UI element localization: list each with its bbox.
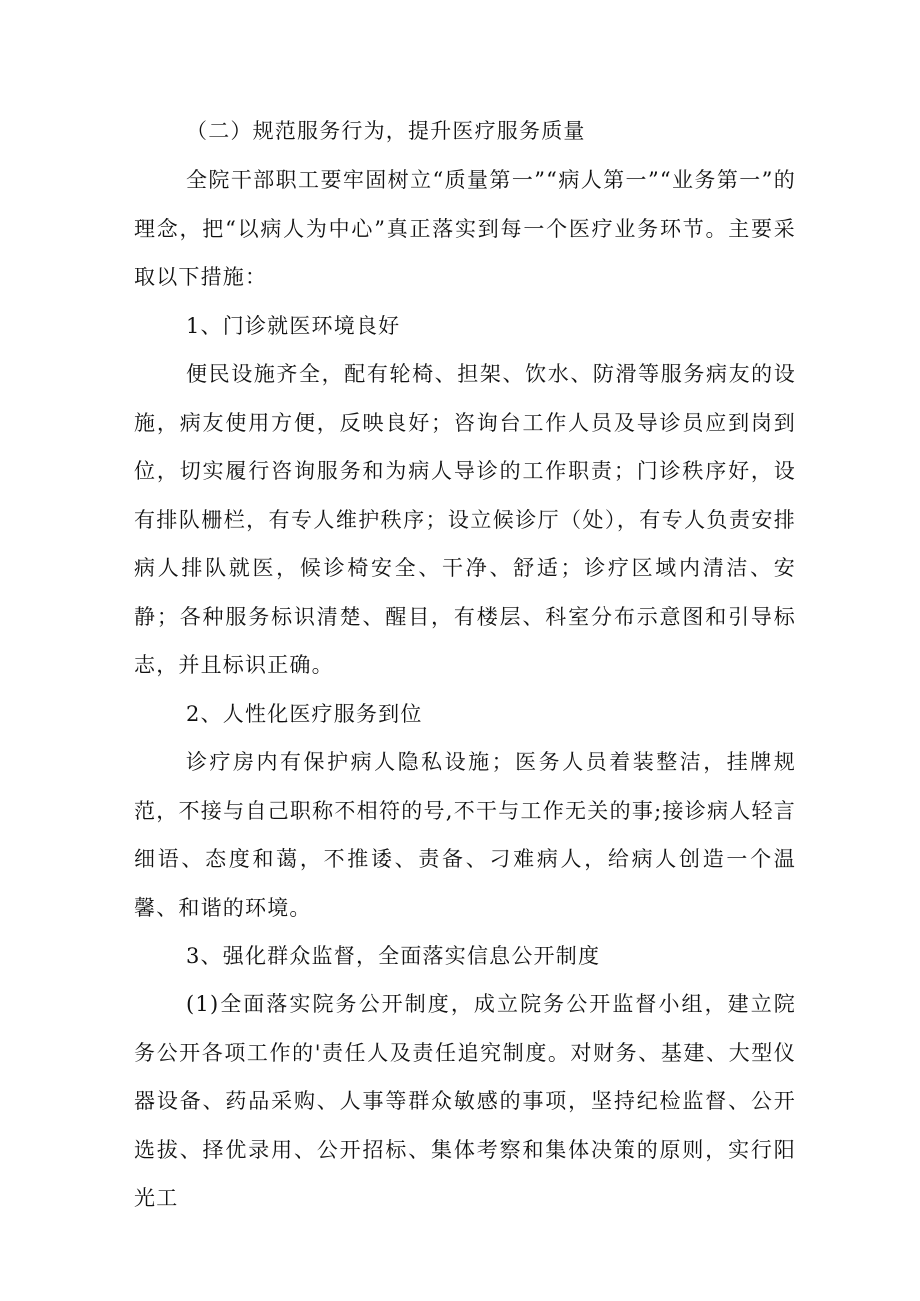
section-heading: （二）规范服务行为，提升医疗服务质量 <box>186 119 586 143</box>
item-1-paragraph: 便民设施齐全，配有轮椅、担架、饮水、防滑等服务病友的设施，病友使用方便，反映良好；咨询台工作人员及导诊员应到岗到位，切实履行咨询服务和为病人导诊的工作职责；门诊秩序好，设有排队栅栏，有专人维护秩序；设立候诊厅（处），有专人负责安排病人排队就医，候诊椅安全、干净、舒适；诊疗区域内清洁、安静；各种服务标识清楚、醒目，有楼层、科室分布示意图和引导标志，并且标识正确。 <box>134 362 796 677</box>
item-2-paragraph: 诊疗房内有保护病人隐私设施；医务人员着装整洁，挂牌规范，不接与自己职称不相符的号,不干与工作无关的事;接诊病人轻言细语、态度和蔼，不推诿、责备、刁难病人，给病人创造一个温馨、和谐的环境。 <box>134 750 796 920</box>
item-2-heading: 2、人性化医疗服务到位 <box>186 702 423 726</box>
item-3-subitem-1-paragraph: (1)全面落实院务公开制度，成立院务公开监督小组，建立院务公开各项工作的'责任人及责任追究制度。对财务、基建、大型仪器设备、药品采购、人事等群众敏感的事项，坚持纪检监督、公开选拔、择优录用、公开招标、集体考察和集体决策的原则，实行阳光工 <box>134 992 796 1210</box>
item-1-heading: 1、门诊就医环境良好 <box>186 314 401 338</box>
intro-paragraph: 全院干部职工要牢固树立“质量第一”“病人第一”“业务第一”的理念，把“以病人为中心”真正落实到每一个医疗业务环节。主要采取以下措施： <box>134 168 796 289</box>
item-3-heading: 3、强化群众监督，全面落实信息公开制度 <box>186 944 601 968</box>
